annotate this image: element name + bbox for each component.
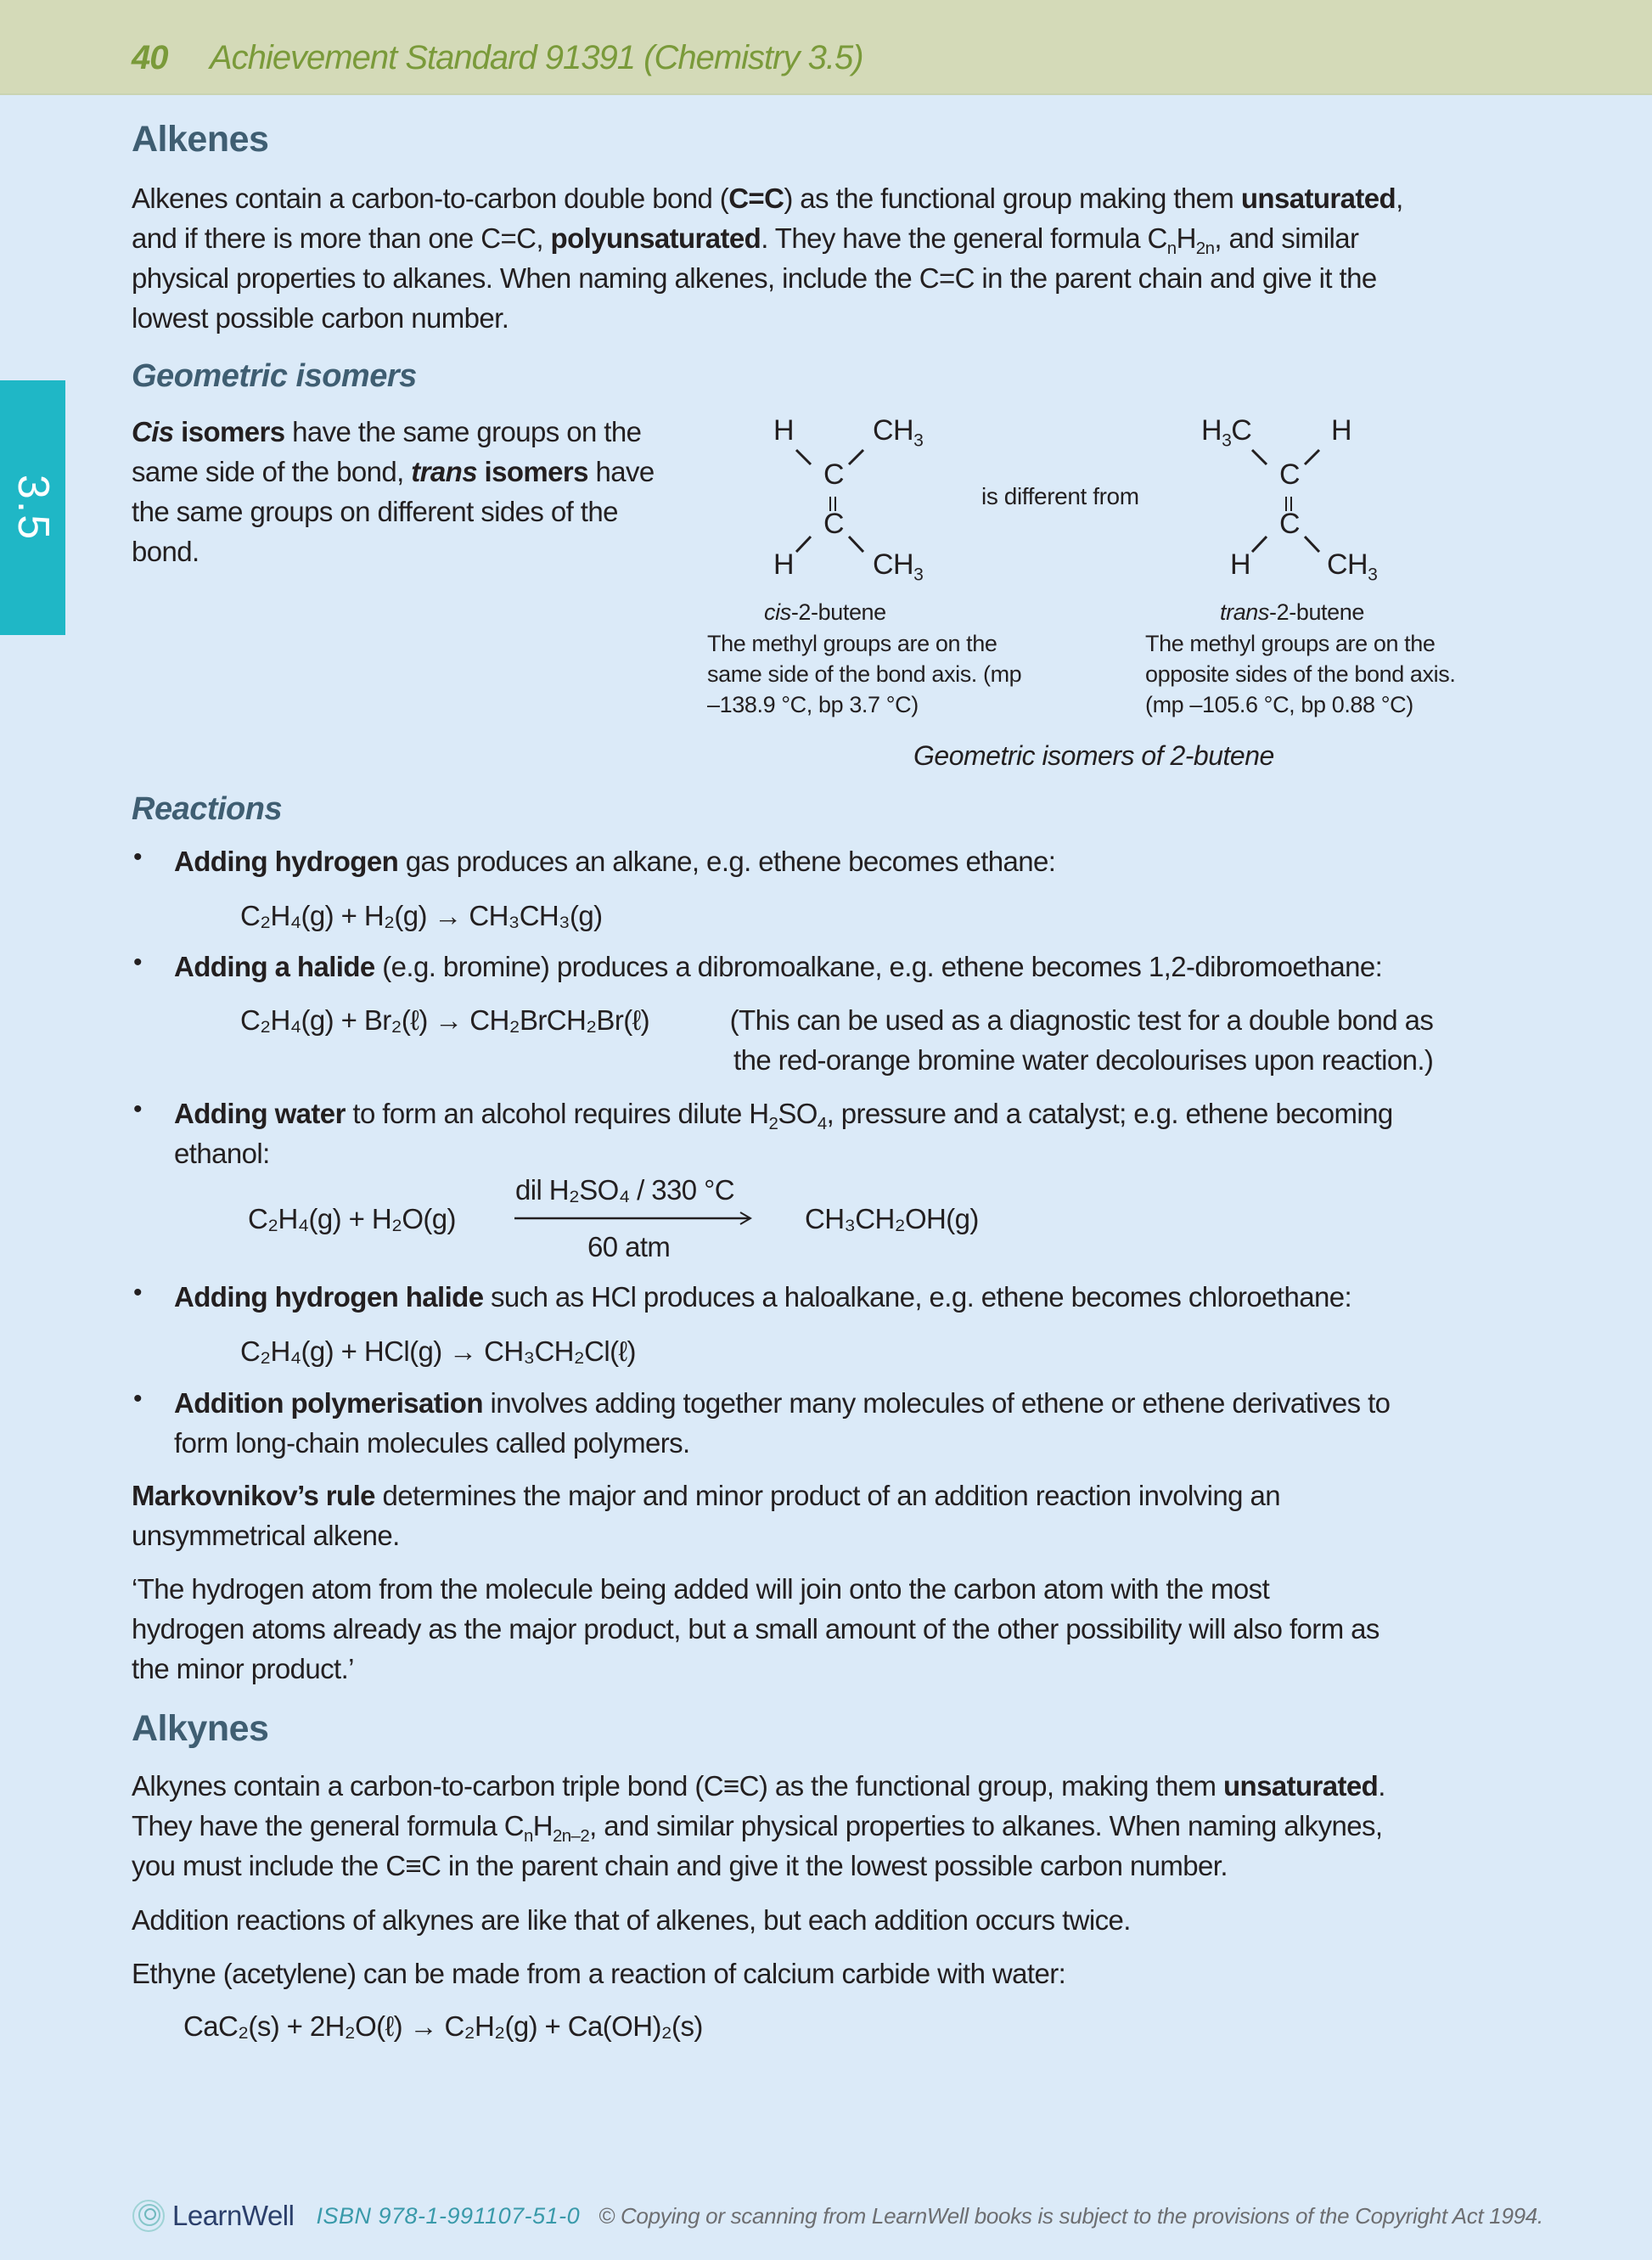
reaction-item-polymerisation: Addition polymerisation involves adding together many molecules of ethene or ethene derivatives to form long-chain molecules called polymers. xyxy=(174,1387,1391,1459)
alkenes-line-2: and if there is more than one C=C, polyunsaturated. They have the general formula $C_nH_{2n}$, and similar xyxy=(132,222,1359,259)
bullet-icon: • xyxy=(133,843,143,871)
markovnikov-quote: ‘The hydrogen atom from the molecule being added will join onto the carbon atom with the most hydrogen atoms already as the major product, but a small amount of the other possibility will also form as the minor product.’ xyxy=(132,1573,1379,1684)
cis-atom-c2: C xyxy=(823,508,845,540)
ethyne-preparation-text: Ethyne (acetylene) can be made from a reaction of calcium carbide with water: xyxy=(132,1958,1066,1989)
trans-atom-c1: C xyxy=(1279,458,1301,491)
trans-bond-lines xyxy=(1220,408,1390,594)
cis-atom-h-bottom: H xyxy=(773,548,795,581)
cis-atom-ch3-bottom: $CH_3$ xyxy=(873,548,924,585)
heading-alkynes: Alkynes xyxy=(132,1708,269,1749)
trans-description: The methyl groups are on the opposite sides of the bond axis. (mp –105.6 °C, bp 0.88 °C) xyxy=(1145,631,1456,717)
trans-atom-h-bottom: H xyxy=(1230,548,1251,581)
section-tab-label: 3.5 xyxy=(8,474,58,542)
reaction-item-hydrogen: Adding hydrogen gas produces an alkane, e.g. ethene becomes ethane: xyxy=(174,846,1056,877)
bullet-icon: • xyxy=(133,1279,143,1307)
alkenes-line-1: Alkenes contain a carbon-to-carbon double bond (C=C) as the functional group making them unsaturated, xyxy=(132,183,1403,214)
markovnikov-rule: Markovnikov’s rule determines the major and minor product of an addition reaction involving an unsymmetrical alkene. xyxy=(132,1480,1280,1551)
is-different-from-label: is different from xyxy=(981,483,1139,509)
reaction-item-halide: Adding a halide (e.g. bromine) produces a dibromoalkane, e.g. ethene becomes 1,2-dibromoethane: xyxy=(174,951,1383,982)
heading-reactions: Reactions xyxy=(132,791,283,827)
geometric-line-2: same side of the bond, trans isomers have xyxy=(132,456,655,487)
bullet-icon: • xyxy=(133,1095,143,1123)
equation-ethyne-preparation: CaC₂(s) + 2H₂O(ℓ) → C₂H₂(g) + Ca(OH)₂(s) xyxy=(183,2010,703,2042)
alkenes-line-4: lowest possible carbon number. xyxy=(132,302,509,334)
cis-atom-c1: C xyxy=(823,458,845,491)
trans-atom-c2: C xyxy=(1279,508,1301,540)
figure-caption: Geometric isomers of 2-butene xyxy=(913,740,1274,771)
learnwell-logo-icon xyxy=(132,2199,166,2233)
cis-atom-h-top: H xyxy=(773,414,795,447)
page-number: 40 xyxy=(132,39,168,76)
heading-geometric-isomers: Geometric isomers xyxy=(132,358,417,394)
trans-atom-ch3-bottom: $CH_3$ xyxy=(1327,548,1378,585)
alkenes-line-3: physical properties to alkanes. When naming alkenes, include the C=C in the parent chain and give it the xyxy=(132,262,1377,294)
isbn: ISBN 978-1-991107-51-0 xyxy=(316,2202,581,2229)
geometric-line-3: the same groups on different sides of the xyxy=(132,496,618,527)
alkynes-paragraph: Alkynes contain a carbon-to-carbon triple bond (C≡C) as the functional group, making them unsaturated. They have the general formula $C_nH_{2n-2}$, and similar physical properties to alkanes. When naming alkynes, you must include the C≡C in the parent chain and give it the lowest possible carbon number. xyxy=(132,1770,1385,1881)
section-tab xyxy=(0,380,65,635)
copyright-notice: © Copying or scanning from LearnWell books is subject to the provisions of the Copyright Act 1994. xyxy=(598,2202,1543,2229)
bullet-icon: • xyxy=(133,948,143,976)
equation-hydration-conditions: dil H₂SO₄ / 330 °C xyxy=(515,1174,734,1206)
trans-name: trans-2-butene xyxy=(1220,599,1365,625)
geometric-line-4: bond. xyxy=(132,536,199,567)
geometric-text xyxy=(132,412,655,571)
page-title: Achievement Standard 91391 (Chemistry 3.5) xyxy=(210,39,863,76)
alkenes-paragraph xyxy=(132,178,1403,338)
brand-name: LearnWell xyxy=(172,2200,295,2231)
cis-bond-lines xyxy=(764,408,934,594)
reaction-item-hydrogen-halide: Adding hydrogen halide such as HCl produces a haloalkane, e.g. ethene becomes chloroethane: xyxy=(174,1281,1352,1313)
cis-description: The methyl groups are on the same side of the bond axis. (mp –138.9 °C, bp 3.7 °C) xyxy=(707,631,1022,717)
cis-name: cis-2-butene xyxy=(764,599,886,625)
heading-alkenes: Alkenes xyxy=(132,119,269,160)
equation-hydration-pressure: 60 atm xyxy=(587,1231,671,1262)
reaction-arrow-icon xyxy=(514,1210,754,1227)
trans-atom-h3c-top: $H_3C$ xyxy=(1201,414,1252,451)
page-footer xyxy=(132,2197,1543,2235)
equation-hydration-reactants: C₂H₄(g) + H₂O(g) xyxy=(248,1203,456,1234)
equation-hydrohalogenation: C₂H₄(g) + HCl(g) → CH₃CH₂Cl(ℓ) xyxy=(240,1335,636,1367)
page-header xyxy=(0,0,1652,95)
trans-atom-h-top: H xyxy=(1331,414,1352,447)
equation-bromination: C₂H₄(g) + Br₂(ℓ) → CH₂BrCH₂Br(ℓ) xyxy=(240,1004,650,1036)
geometric-line-1: Cis isomers have the same groups on the xyxy=(132,416,642,447)
reaction-item-water: Adding water to form an alcohol requires dilute $H_2SO_4$, pressure and a catalyst; e.g. ethene becoming ethanol: xyxy=(174,1098,1393,1169)
equation-hydration-product: CH₃CH₂OH(g) xyxy=(805,1203,979,1234)
cis-atom-ch3-top: $CH_3$ xyxy=(873,414,924,451)
bullet-icon: • xyxy=(133,1385,143,1413)
alkynes-addition-note: Addition reactions of alkynes are like that of alkenes, but each addition occurs twice. xyxy=(132,1904,1131,1936)
equation-hydrogenation: C₂H₄(g) + H₂(g) → CH₃CH₃(g) xyxy=(240,900,603,931)
bromination-note: (This can be used as a diagnostic test for a double bond as the red-orange bromine water decolourises upon reaction.) xyxy=(729,1004,1434,1076)
